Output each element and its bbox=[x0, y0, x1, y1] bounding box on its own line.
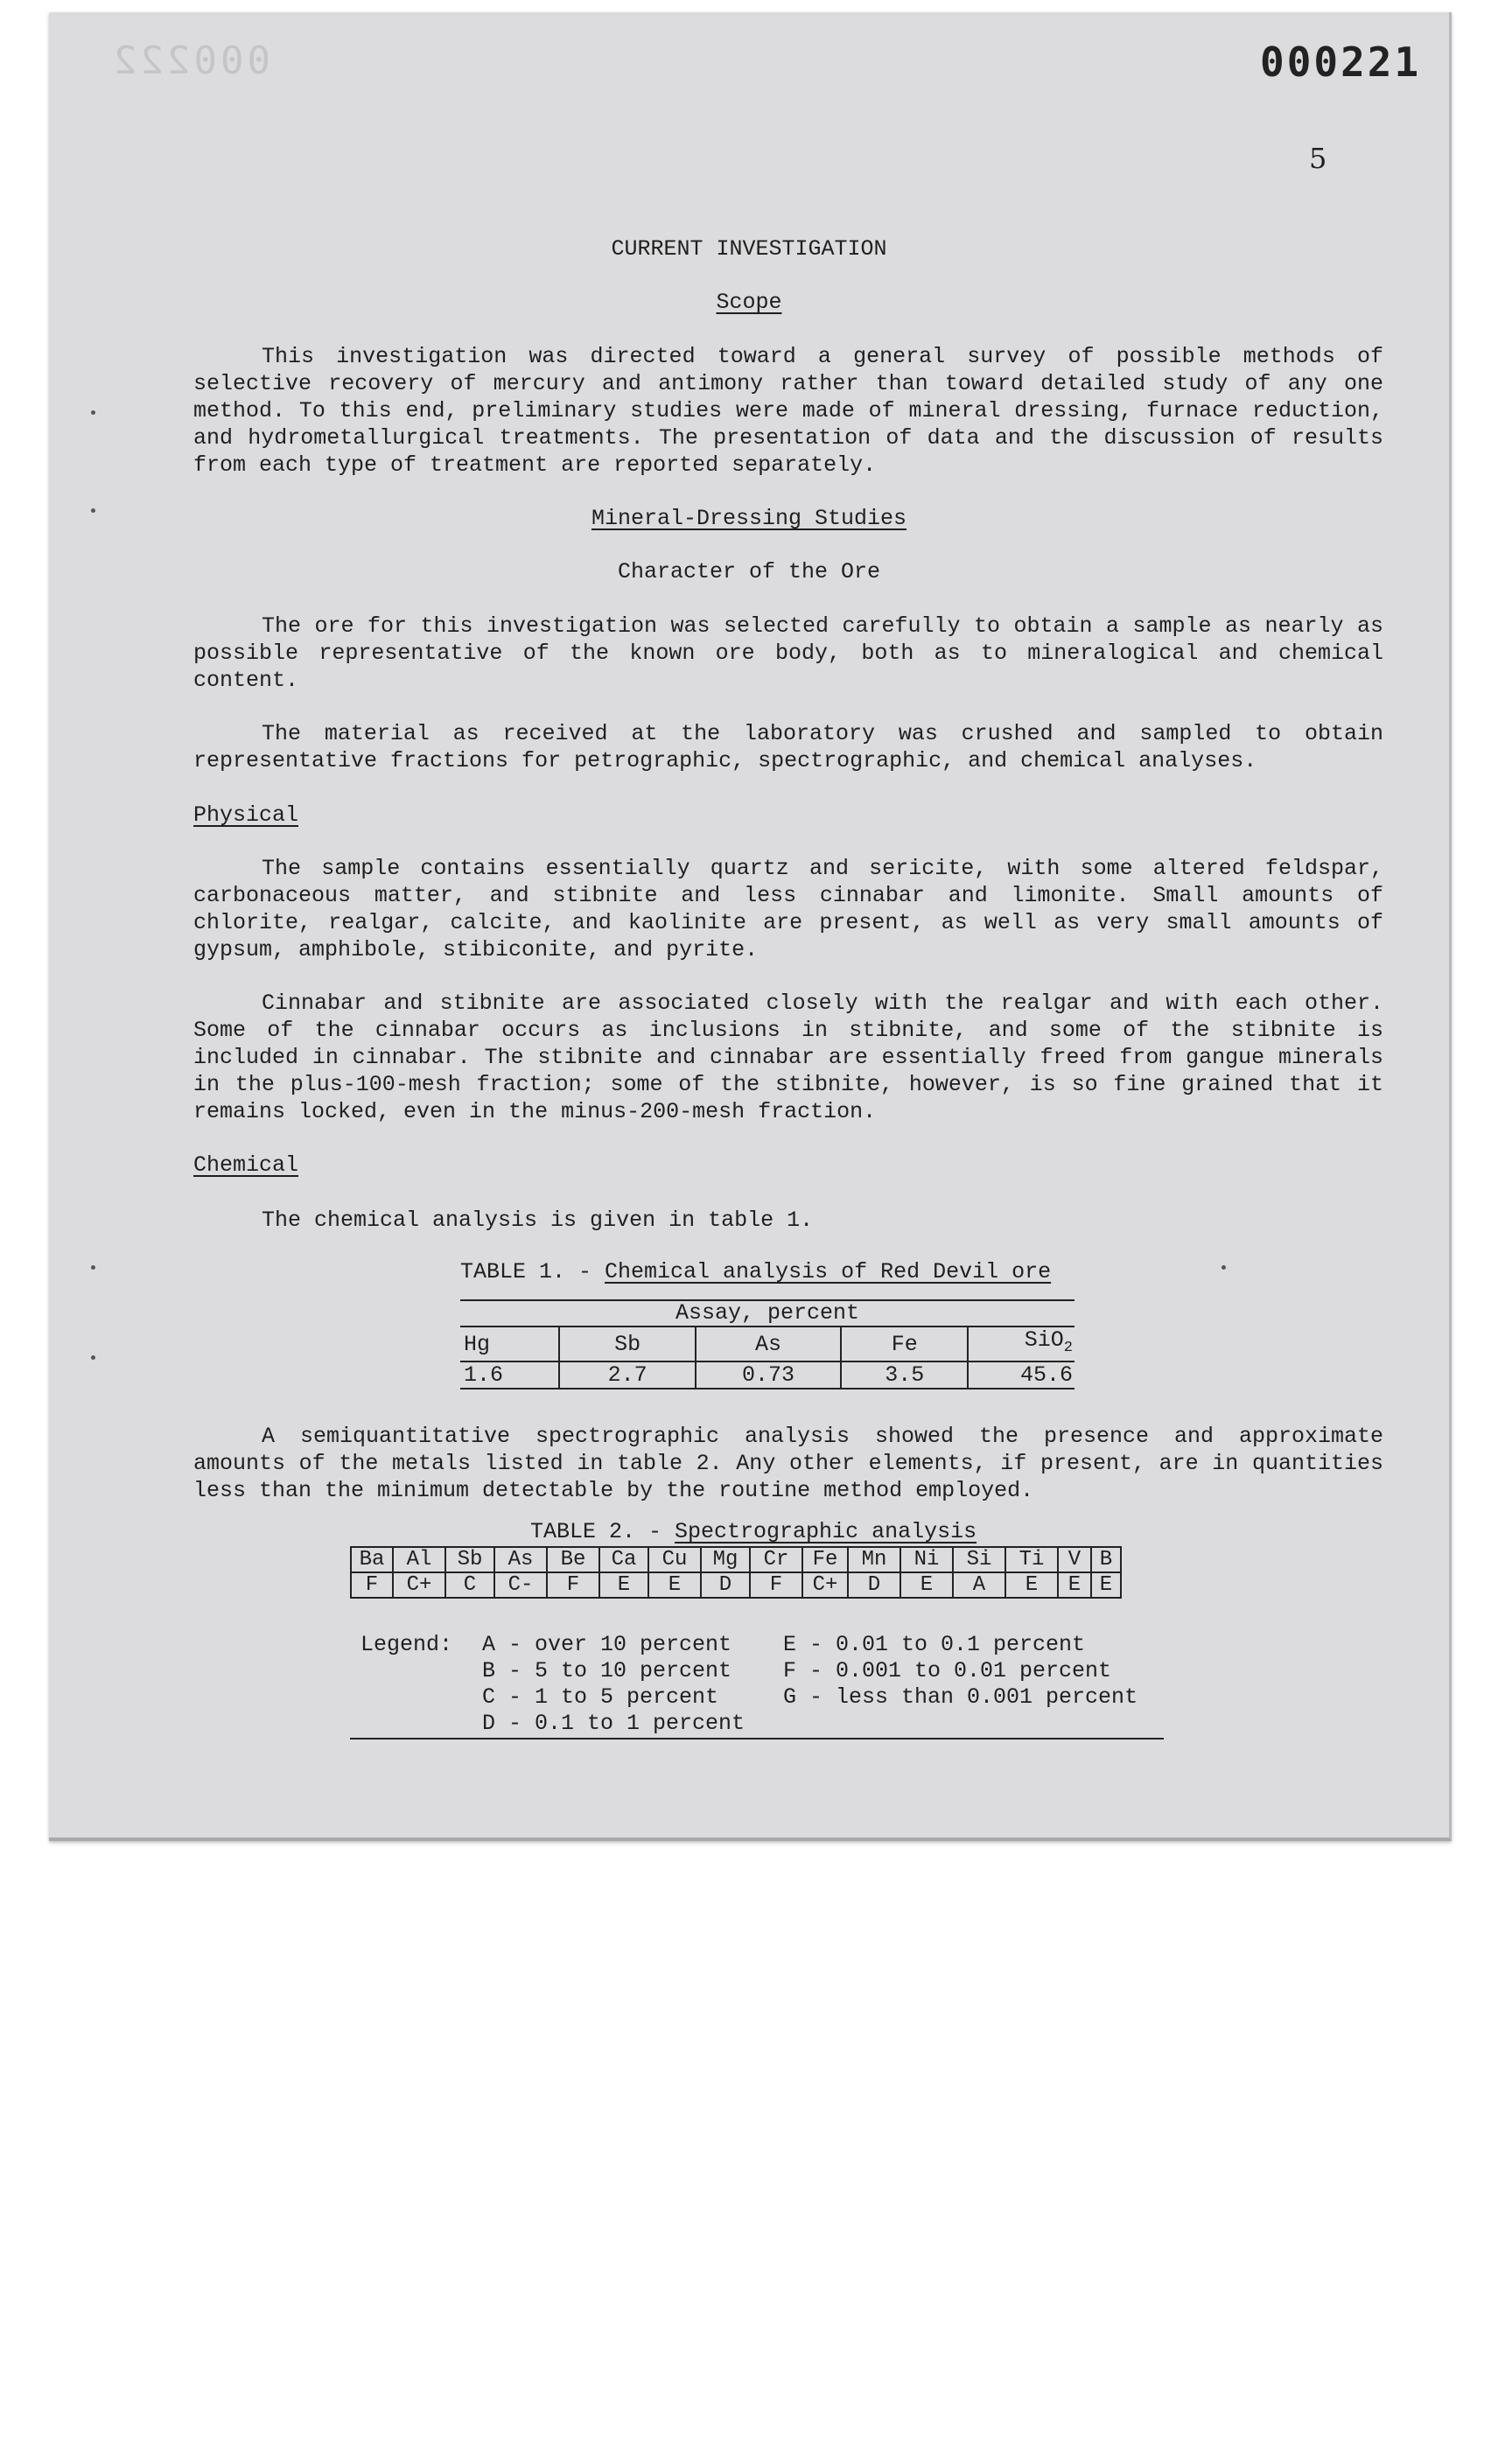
punch-mark bbox=[1222, 1265, 1226, 1270]
table2-grade: F bbox=[351, 1572, 393, 1598]
legend-column-left bbox=[482, 1632, 745, 1737]
punch-mark bbox=[91, 1355, 95, 1360]
document-number-stamp: 000221 bbox=[1260, 38, 1422, 86]
table1-header-sio2: SiO$_2$ bbox=[968, 1326, 1074, 1362]
punch-mark bbox=[91, 410, 95, 415]
table2-element: Mn bbox=[848, 1547, 900, 1572]
table2-element: Si bbox=[953, 1547, 1005, 1572]
legend-entry: D - 0.1 to 1 percent bbox=[482, 1711, 746, 1736]
table2-element-row bbox=[351, 1547, 1121, 1572]
table2-grade: F bbox=[750, 1572, 802, 1598]
table2-element: Mg bbox=[701, 1547, 750, 1572]
table1-value-sio2: 45.6 bbox=[968, 1362, 1074, 1389]
table1-caption bbox=[460, 1259, 1051, 1284]
table2-grade: A bbox=[953, 1572, 1005, 1598]
subheading-mineral-dressing bbox=[49, 506, 1449, 531]
scope-text: This investigation was directed toward a general survey of possible methods of selective recovery of mercury and antimony rather than toward detailed study of any one method. To this end, preliminary studies were made of mineral dressing, furnace reduction, and hydrometallurgical treatments. The presentation of data and the discussion of results from each type of treatment are reported separately. bbox=[193, 344, 1383, 478]
table2-element: B bbox=[1091, 1547, 1121, 1572]
section-heading-current-investigation: CURRENT INVESTIGATION bbox=[611, 236, 887, 262]
table2-grade: C- bbox=[494, 1572, 547, 1598]
table2-caption bbox=[530, 1519, 976, 1544]
table1-value-hg: 1.6 bbox=[460, 1362, 559, 1389]
table1-group-header: Assay, percent bbox=[460, 1300, 1074, 1326]
table2-grade: E bbox=[599, 1572, 648, 1598]
legend-entry: E - 0.01 to 0.1 percent bbox=[783, 1632, 1086, 1657]
table2-grade: C+ bbox=[393, 1572, 445, 1598]
physical-text-1: The sample contains essentially quartz and sericite, with some altered feldspar, carbonaceous matter, and stibnite and less cinnabar and limonite. Small amounts of chlorite, realgar, calcite, and kaolinite are present, as well as very small amounts of gypsum, amphibole, stibiconite, and pyrite. bbox=[193, 856, 1383, 962]
table2-element: Cu bbox=[648, 1547, 701, 1572]
table2-element: Ti bbox=[1005, 1547, 1058, 1572]
spectro-paragraph bbox=[193, 1423, 1383, 1504]
scope-paragraph bbox=[193, 343, 1383, 479]
table2-element: Ca bbox=[599, 1547, 648, 1572]
table2-grade: E bbox=[648, 1572, 701, 1598]
table2-grade: C bbox=[445, 1572, 494, 1598]
table2-grade: E bbox=[1091, 1572, 1121, 1598]
chemical-heading: Chemical bbox=[193, 1152, 299, 1178]
material-received-text: The material as received at the laboratory was crushed and sampled to obtain representative fractions for petrographic, spectrographic, and chemical analyses. bbox=[193, 721, 1383, 774]
table2-grade: D bbox=[701, 1572, 750, 1598]
table1-caption-title: Chemical analysis of Red Devil ore bbox=[605, 1259, 1052, 1284]
physical-paragraph-2 bbox=[193, 990, 1383, 1125]
physical-text-2: Cinnabar and stibnite are associated closely with the realgar and with each other. Some of the cinnabar occurs as inclusions in stibnite, and some of the stibnite is included in cinnabar. The stibnite and cinnabar are essentially freed from gangue minerals in the plus-100-mesh fraction; some of the stibnite, however, is so fine grained that it remains locked, even in the minus-200-mesh fraction. bbox=[193, 990, 1383, 1124]
bleed-through-stamp: 000222 bbox=[110, 38, 270, 83]
legend-entry: B - 5 to 10 percent bbox=[482, 1658, 732, 1684]
table2-element: Sb bbox=[445, 1547, 494, 1572]
table2-caption-prefix: TABLE 2. - bbox=[530, 1519, 676, 1544]
page-number: 5 bbox=[1309, 142, 1327, 175]
table1-value-row bbox=[460, 1362, 1074, 1389]
table2-grade: C+ bbox=[802, 1572, 848, 1598]
physical-paragraph-1 bbox=[193, 855, 1383, 963]
chemical-text: The chemical analysis is given in table 1. bbox=[262, 1208, 814, 1233]
legend-label: Legend: bbox=[360, 1632, 453, 1657]
table2-grade-row bbox=[351, 1572, 1121, 1598]
table1-header-row bbox=[460, 1326, 1074, 1362]
legend-entry: C - 1 to 5 percent bbox=[482, 1684, 719, 1710]
ore-selection-text: The ore for this investigation was selected carefully to obtain a sample as nearly as possible representative of the known ore body, both as to mineralogical and chemical content. bbox=[193, 613, 1383, 693]
physical-heading: Physical bbox=[193, 802, 299, 828]
scope-title: Scope bbox=[716, 290, 782, 315]
spectro-text: A semiquantitative spectrographic analysis showed the presence and approximate amounts of the metals listed in table 2. Any other elements, if present, are in quantities less than the minimum detectable by the routine method employed. bbox=[193, 1424, 1383, 1503]
chemical-paragraph bbox=[193, 1207, 1383, 1234]
table2-element: Ni bbox=[900, 1547, 953, 1572]
punch-mark bbox=[91, 1265, 95, 1270]
legend-entry: A - over 10 percent bbox=[482, 1632, 732, 1657]
table1-header-sb: Sb bbox=[559, 1326, 696, 1362]
table2-grade: E bbox=[1058, 1572, 1091, 1598]
table2-grade: E bbox=[1005, 1572, 1058, 1598]
material-received-paragraph bbox=[193, 720, 1383, 774]
table2-element: Ba bbox=[351, 1547, 393, 1572]
table2-element: Al bbox=[393, 1547, 445, 1572]
spectrographic-analysis-table bbox=[350, 1546, 1122, 1599]
table1-header-hg: Hg bbox=[460, 1326, 559, 1362]
table2-element: Fe bbox=[802, 1547, 848, 1572]
table2-grade: E bbox=[900, 1572, 953, 1598]
table2-element: V bbox=[1058, 1547, 1091, 1572]
table2-grade: F bbox=[547, 1572, 599, 1598]
table2-element: Cr bbox=[750, 1547, 802, 1572]
table2-grade: D bbox=[848, 1572, 900, 1598]
legend-column-right bbox=[783, 1632, 1138, 1711]
mineral-dressing-title: Mineral-Dressing Studies bbox=[591, 506, 907, 531]
legend-entry: G - less than 0.001 percent bbox=[783, 1684, 1138, 1710]
table2-caption-title: Spectrographic analysis bbox=[675, 1519, 977, 1544]
table1-value-as: 0.73 bbox=[696, 1362, 841, 1389]
table2-element: Be bbox=[547, 1547, 599, 1572]
subheading-character-of-ore: Character of the Ore bbox=[617, 559, 881, 584]
legend-entry: F - 0.001 to 0.01 percent bbox=[783, 1658, 1112, 1684]
subheading-scope bbox=[49, 290, 1449, 315]
document-page bbox=[49, 12, 1452, 1841]
table1-caption-prefix: TABLE 1. - bbox=[460, 1259, 606, 1284]
table2-bottom-rule bbox=[350, 1738, 1164, 1740]
table1-header-as: As bbox=[696, 1326, 841, 1362]
table1-header-fe: Fe bbox=[841, 1326, 968, 1362]
table2-element: As bbox=[494, 1547, 547, 1572]
ore-selection-paragraph bbox=[193, 612, 1383, 694]
table1-value-fe: 3.5 bbox=[841, 1362, 968, 1389]
table1-value-sb: 2.7 bbox=[559, 1362, 696, 1389]
chemical-analysis-table bbox=[460, 1299, 1074, 1390]
